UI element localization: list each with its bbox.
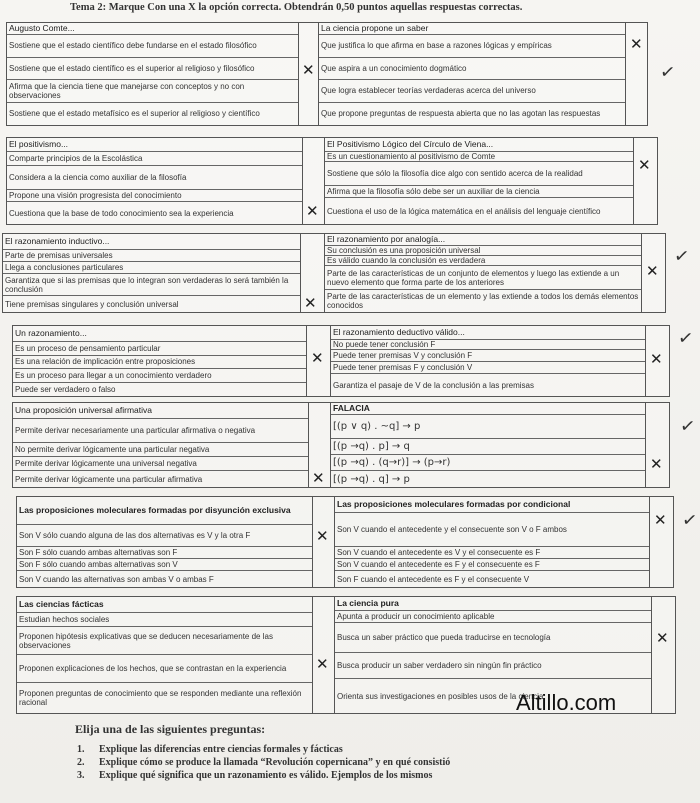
option[interactable]: Parte de premisas universales xyxy=(3,250,300,262)
option[interactable]: Busca un saber práctico que pueda traducirse en tecnología xyxy=(335,623,651,653)
block-3-left xyxy=(3,234,325,312)
question-number: 3. xyxy=(77,770,85,781)
option[interactable]: Es un proceso para llegar a un conocimiento verdadero xyxy=(13,369,306,383)
question-block-3 xyxy=(2,233,666,313)
block-6-right xyxy=(335,497,673,587)
mark-column xyxy=(645,326,669,396)
question-number: 1. xyxy=(77,744,85,755)
x-mark-icon: ✕ xyxy=(316,655,329,673)
option[interactable]: No puede tener conclusión F xyxy=(331,340,645,350)
option[interactable]: Puede tener premisas F y conclusión V xyxy=(331,362,645,374)
x-mark-icon: ✕ xyxy=(316,527,329,545)
question-number: 2. xyxy=(77,757,85,768)
block-5-left xyxy=(13,403,331,487)
mark-column xyxy=(649,497,673,587)
mark-column xyxy=(633,138,657,224)
question-text: Explique qué significa que un razonamiento es válido. Ejemplos de los mismos xyxy=(99,770,433,781)
block-3-right xyxy=(325,234,665,312)
option[interactable]: Que aspira a un conocimiento dogmático xyxy=(319,58,625,81)
block-4-right xyxy=(331,326,669,396)
x-mark-icon: ✕ xyxy=(650,350,663,368)
mark-column xyxy=(651,597,675,713)
block-1-left xyxy=(7,23,319,125)
option[interactable]: Llega a conclusiones particulares xyxy=(3,262,300,274)
option[interactable]: Son V sólo cuando alguna de las dos alternativas es V y la otra F xyxy=(17,525,312,547)
x-mark-icon: ✕ xyxy=(306,202,319,220)
mark-column xyxy=(312,597,334,713)
block-3-left-title: El razonamiento inductivo... xyxy=(3,234,300,250)
question-item xyxy=(75,769,635,782)
option[interactable]: Son V cuando el antecedente es V y el consecuente es F xyxy=(335,547,649,559)
question-block-2 xyxy=(6,137,658,225)
option[interactable]: Garantiza que si las premisas que lo integran son verdaderas lo será también la conclusión xyxy=(3,274,300,296)
question-block-4 xyxy=(12,325,670,397)
block-2-left-title: El positivismo... xyxy=(7,138,302,152)
mark-column xyxy=(312,497,334,587)
x-mark-icon: ✕ xyxy=(638,156,651,174)
check-mark-icon: ✓ xyxy=(672,245,691,268)
block-7-left xyxy=(17,597,335,713)
check-mark-icon: ✓ xyxy=(676,327,695,350)
option[interactable]: Que propone preguntas de respuesta abierta que no las agotan las respuestas xyxy=(321,109,601,119)
block-7-left-title: Las ciencias fácticas xyxy=(17,597,312,613)
x-mark-icon: ✕ xyxy=(656,629,669,647)
block-1-right xyxy=(319,23,647,125)
option[interactable]: Garantiza el pasaje de V de la conclusión a las premisas xyxy=(333,380,534,390)
block-3-right-title: El razonamiento por analogía... xyxy=(325,234,641,246)
formula[interactable]: [(p →q) . q] → p xyxy=(333,473,410,485)
option[interactable]: Es un proceso de pensamiento particular xyxy=(13,342,306,356)
block-4-left-title: Un razonamiento... xyxy=(13,326,306,342)
option[interactable]: Su conclusión es una proposición universal xyxy=(325,246,641,256)
question-item xyxy=(75,743,635,756)
mark-column xyxy=(625,23,647,125)
option[interactable]: Que logra establecer teorías verdaderas acerca del universo xyxy=(319,80,625,103)
block-2-right xyxy=(325,138,657,224)
option[interactable]: Es una relación de implicación entre proposiciones xyxy=(13,356,306,370)
question-text: Explique las diferencias entre ciencias formales y fácticas xyxy=(99,744,343,755)
block-4-left xyxy=(13,326,331,396)
x-mark-icon: ✕ xyxy=(650,455,663,473)
block-2-right-title: El Positivismo Lógico del Círculo de Viena... xyxy=(325,138,633,152)
option[interactable]: Estudian hechos sociales xyxy=(17,613,312,627)
mark-column xyxy=(308,403,330,487)
block-6-right-title: Las proposiciones moleculares formadas por condicional xyxy=(335,497,649,513)
block-1-left-title: Augusto Comte... xyxy=(7,23,298,35)
block-2-left xyxy=(7,138,325,224)
option[interactable]: Apunta a producir un conocimiento aplicable xyxy=(335,611,651,623)
option[interactable]: Es un cuestionamiento al positivismo de Comte xyxy=(325,152,633,162)
option[interactable]: Proponen hipótesis explicativas que se deducen necesariamente de las observaciones xyxy=(17,627,312,655)
mark-column xyxy=(645,403,669,487)
option[interactable]: Son F sólo cuando ambas alternativas son V xyxy=(17,559,312,571)
option[interactable]: Que justifica lo que afirma en base a razones lógicas y empíricas xyxy=(319,35,625,58)
block-7-right-title: La ciencia pura xyxy=(335,597,651,611)
questions-title: Elija una de las siguientes preguntas: xyxy=(75,722,266,736)
questions-section xyxy=(75,722,635,782)
option[interactable]: Son F cuando el antecedente es F y el consecuente V xyxy=(337,574,530,584)
option[interactable]: Afirma que la filosofía sólo debe ser un auxiliar de la ciencia xyxy=(325,186,633,198)
option[interactable]: Permite derivar necesariamente una particular afirmativa o negativa xyxy=(13,419,308,443)
option[interactable]: Propone una visión progresista del conocimiento xyxy=(7,190,302,202)
option[interactable]: Afirma que la ciencia tiene que manejarse con conceptos y no con observaciones xyxy=(7,80,298,103)
block-1-right-title: La ciencia propone un saber xyxy=(319,23,625,35)
block-5-right xyxy=(331,403,669,487)
option[interactable]: Tiene premisas singulares y conclusión universal xyxy=(5,299,179,309)
x-mark-icon: ✕ xyxy=(630,35,643,53)
block-4-right-title: El razonamiento deductivo válido... xyxy=(331,326,645,340)
option[interactable]: Orienta sus investigaciones en posibles usos de la ciencia xyxy=(337,691,544,701)
option[interactable]: Comparte principios de la Escolástica xyxy=(7,152,302,166)
question-text: Explique cómo se produce la llamada “Revolución copernicana” y en qué consistió xyxy=(99,757,451,768)
formula[interactable]: [(p ∨ q) . ~q] → p xyxy=(331,415,645,439)
option[interactable]: Parte de las características de un elemento y las extiende a todos los demás elementos conocidos xyxy=(327,292,639,310)
option[interactable]: Parte de las características de un conjunto de elementos y luego las extiende a un nuevo elemento que forma parte de los anteriores xyxy=(325,266,641,290)
option[interactable]: Busca producir un saber verdadero sin ningún fin práctico xyxy=(335,653,651,679)
mark-column xyxy=(641,234,665,312)
formula[interactable]: [(p →q) . (q→r)] → (p→r) xyxy=(331,455,645,471)
option[interactable]: Cuestiona el uso de la lógica matemática en el análisis del lenguaje científico xyxy=(327,206,601,216)
x-mark-icon: ✕ xyxy=(302,61,315,79)
watermark: Altillo.com xyxy=(516,690,617,715)
exam-header: Tema 2: Marque Con una X la opción correcta. Obtendrán 0,50 puntos aquellas respuestas correctas. xyxy=(70,2,523,13)
x-mark-icon: ✕ xyxy=(654,511,667,529)
mark-column xyxy=(302,138,324,224)
option[interactable]: Permite derivar lógicamente una particular afirmativa xyxy=(15,474,203,484)
question-block-6 xyxy=(16,496,674,588)
x-mark-icon: ✕ xyxy=(304,294,317,312)
mark-column xyxy=(298,23,318,125)
block-5-right-title: FALACIA xyxy=(331,403,645,415)
option[interactable]: Sostiene que el estado científico debe fundarse en el estado filosófico xyxy=(7,35,298,58)
check-mark-icon: ✓ xyxy=(678,415,697,438)
option[interactable]: Permite derivar lógicamente una universal negativa xyxy=(13,457,308,471)
option[interactable]: Son V cuando el antecedente y el consecuente son V o F ambos xyxy=(335,513,649,547)
x-mark-icon: ✕ xyxy=(311,349,324,367)
mark-column xyxy=(300,234,324,312)
option[interactable]: Son V cuando el antecedente es F y el consecuente es F xyxy=(335,559,649,571)
check-mark-icon: ✓ xyxy=(658,61,677,84)
check-mark-icon: ✓ xyxy=(680,509,699,532)
option[interactable]: Sostiene que sólo la filosofía dice algo con sentido acerca de la realidad xyxy=(325,162,633,186)
question-block-1 xyxy=(6,22,648,126)
question-item xyxy=(75,756,635,769)
option[interactable]: Cuestiona que la base de todo conocimiento sea la experiencia xyxy=(9,208,234,218)
option[interactable]: Son F sólo cuando ambas alternativas son F xyxy=(17,547,312,559)
question-block-5 xyxy=(12,402,670,488)
option[interactable]: Considera a la ciencia como auxiliar de la filosofía xyxy=(7,166,302,190)
block-6-left xyxy=(17,497,335,587)
option[interactable]: Puede ser verdadero o falso xyxy=(15,384,116,394)
option[interactable]: Puede tener premisas V y conclusión F xyxy=(331,350,645,362)
option[interactable]: Sostiene que el estado metafísico es el superior al religioso y científico xyxy=(9,109,260,119)
x-mark-icon: ✕ xyxy=(312,469,325,487)
block-6-left-title: Las proposiciones moleculares formadas por disyunción exclusiva xyxy=(17,497,312,525)
option[interactable]: Proponen explicaciones de los hechos, que se contrastan en la experiencia xyxy=(17,655,312,683)
formula[interactable]: [(p →q) . p] → q xyxy=(331,439,645,455)
mark-column xyxy=(306,326,330,396)
option[interactable]: Sostiene que el estado científico es el superior al religioso y filosófico xyxy=(7,58,298,81)
option[interactable]: Proponen preguntas de conocimiento que se responden mediante una reflexión racional xyxy=(19,689,302,707)
option[interactable]: No permite derivar lógicamente una particular negativa xyxy=(13,443,308,457)
x-mark-icon: ✕ xyxy=(646,262,659,280)
block-7-right xyxy=(335,597,675,713)
option[interactable]: Son V cuando las alternativas son ambas V o ambas F xyxy=(19,574,214,584)
option[interactable]: Es válido cuando la conclusión es verdadera xyxy=(325,256,641,266)
block-5-left-title: Una proposición universal afirmativa xyxy=(13,403,308,419)
